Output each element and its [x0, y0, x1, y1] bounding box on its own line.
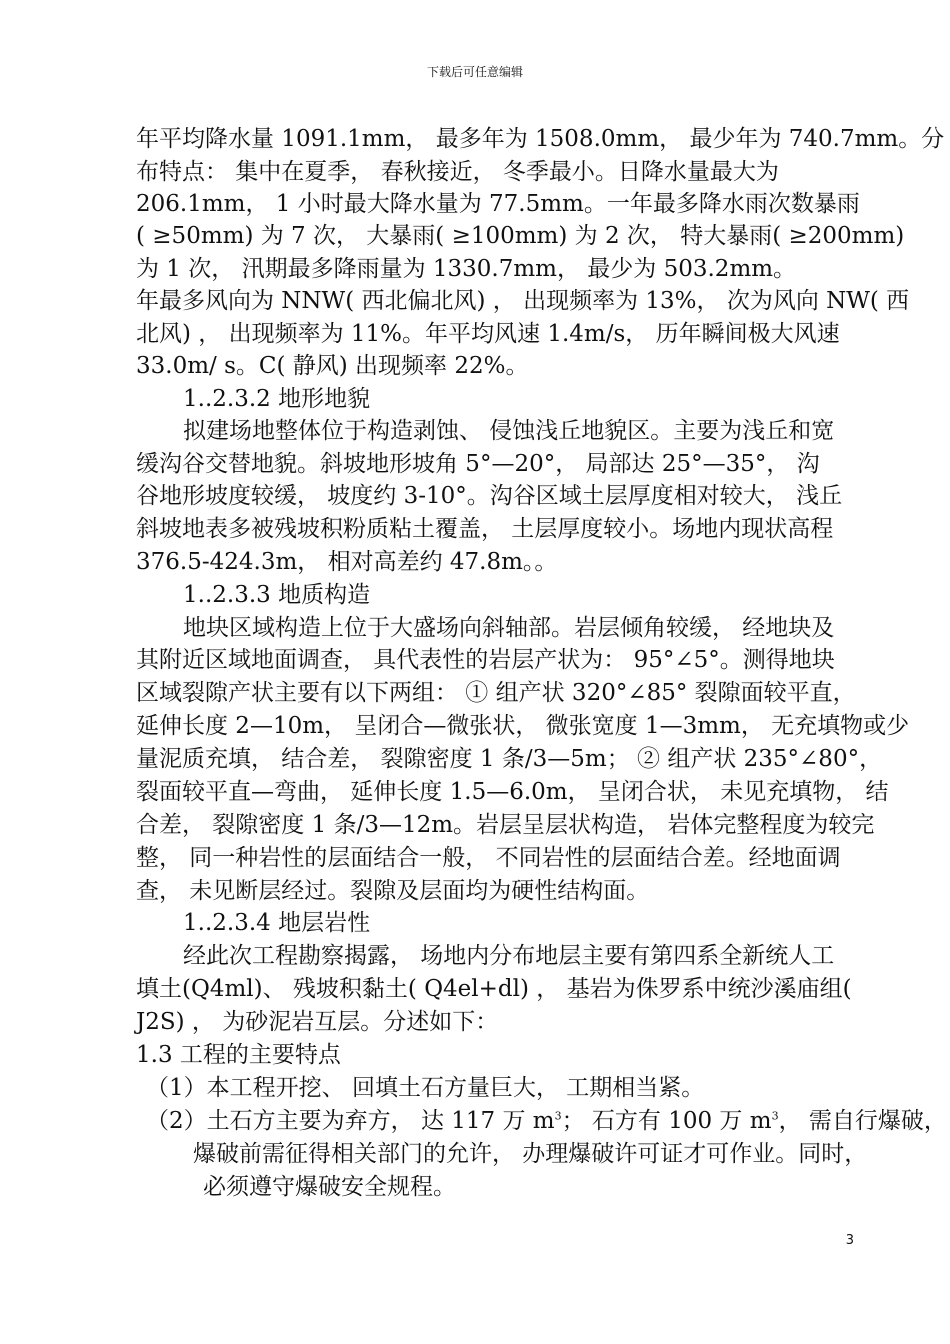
text-line: 裂面较平直—弯曲， 延伸长度 1.5—6.0m， 呈闭合状， 未见充填物， 结: [136, 779, 889, 805]
text-line: 整， 同一种岩性的层面结合一般， 不同岩性的层面结合差。经地面调: [136, 845, 841, 871]
superscript: 3: [771, 1109, 779, 1123]
list-item: [146, 1106, 947, 1136]
text-line: 量泥质充填， 结合差， 裂隙密度 1 条/3—5m； ② 组产状 235°∠80°，: [136, 746, 883, 772]
text-line: 谷地形坡度较缓， 坡度约 3-10°。沟谷区域土层厚度相对较大， 浅丘: [136, 483, 843, 509]
section-heading: 1..2.3.3 地质构造: [183, 582, 371, 608]
text-line: 年平均降水量 1091.1mm， 最多年为 1508.0mm， 最少年为 740.7mm。分: [136, 126, 945, 152]
list-item-continuation: 必须遵守爆破安全规程。: [203, 1174, 456, 1200]
text-line: J2S) ， 为砂泥岩互层。分述如下：: [136, 1009, 499, 1035]
list-item-text: ， 需自行爆破，: [778, 1108, 947, 1134]
text-line: 为 1 次， 汛期最多降雨量为 1330.7mm， 最少为 503.2mm。: [136, 256, 797, 282]
text-line: 地块区域构造上位于大盛场向斜轴部。岩层倾角较缓， 经地块及: [183, 615, 835, 641]
text-line: 斜坡地表多被残坡积粉质粘土覆盖， 土层厚度较小。场地内现状高程: [136, 516, 834, 542]
text-line: 缓沟谷交替地貌。斜坡地形坡角 5°—20°， 局部达 25°—35°， 沟: [136, 451, 820, 477]
section-heading: 1..2.3.2 地形地貌: [183, 386, 371, 412]
text-line: 年最多风向为 NNW( 西北偏北风) ， 出现频率为 13%， 次为风向 NW( 西: [136, 288, 910, 314]
page-number: 3: [845, 1233, 854, 1248]
text-line: 布特点： 集中在夏季， 春秋接近， 冬季最小。日降水量最大为: [136, 159, 779, 185]
text-line: 经此次工程勘察揭露， 场地内分布地层主要有第四系全新统人工: [183, 943, 835, 969]
page-header: 下载后可任意编辑: [426, 65, 523, 79]
text-line: ( ≥50mm) 为 7 次， 大暴雨( ≥100mm) 为 2 次， 特大暴雨( ≥200mm): [136, 223, 905, 249]
text-line: 区域裂隙产状主要有以下两组： ① 组产状 320°∠85° 裂隙面较平直，: [136, 680, 856, 706]
text-line: 查， 未见断层经过。裂隙及层面均为硬性结构面。: [136, 878, 650, 904]
text-line: 拟建场地整体位于构造剥蚀、 侵蚀浅丘地貌区。主要为浅丘和宽: [183, 418, 835, 444]
text-line: 376.5-424.3m， 相对高差约 47.8m。。: [136, 549, 558, 575]
superscript: 3: [554, 1109, 562, 1123]
text-line: 填土(Q4ml)、 残坡积黏土( Q4el+dl) ， 基岩为侏罗系中统沙溪庙组(: [136, 976, 852, 1002]
text-line: 北风) ， 出现频率为 11%。年平均风速 1.4m/s， 历年瞬间极大风速: [136, 321, 840, 347]
list-item-text: （2）土石方主要为弃方， 达 117 万 m: [146, 1108, 555, 1134]
section-heading: 1..2.3.4 地层岩性: [183, 910, 371, 936]
text-line: 延伸长度 2—10m， 呈闭合—微张状， 微张宽度 1—3mm， 无充填物或少: [136, 713, 910, 739]
section-heading: 1.3 工程的主要特点: [136, 1042, 341, 1068]
text-line: 206.1mm， 1 小时最大降水量为 77.5mm。一年最多降水雨次数暴雨: [136, 191, 860, 217]
list-item: （1）本工程开挖、 回填土石方量巨大， 工期相当紧。: [146, 1075, 705, 1101]
list-item-continuation: 爆破前需征得相关部门的允许， 办理爆破许可证才可作业。同时，: [193, 1141, 868, 1167]
text-line: 33.0m/ s。C( 静风) 出现频率 22%。: [136, 353, 529, 379]
list-item-text: ； 石方有 100 万 m: [561, 1108, 772, 1134]
text-line: 其附近区域地面调查， 具代表性的岩层产状为： 95°∠5°。测得地块: [136, 647, 835, 673]
text-line: 合差， 裂隙密度 1 条/3—12m。岩层呈层状构造， 岩体完整程度为较完: [136, 812, 875, 838]
